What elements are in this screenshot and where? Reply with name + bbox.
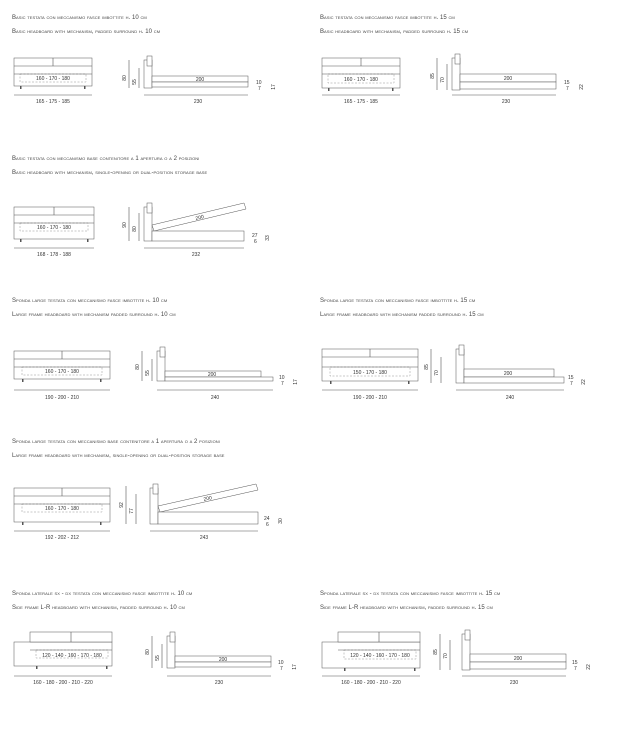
base-bottom-dim: 6 — [266, 522, 269, 528]
side-length-dim: 230 — [214, 680, 224, 686]
front-view — [322, 58, 400, 105]
side-inner-dim: 200 — [218, 657, 228, 663]
base-top-dim: 24 — [264, 516, 270, 522]
height-inner-dim: 55 — [132, 79, 138, 85]
side-view — [119, 484, 284, 541]
front-inner-dim: 150 - 170 - 180 — [353, 370, 387, 376]
front-inner-dim: 120 - 140 - 160 - 170 - 180 — [350, 653, 410, 659]
title-italian: Sponda laterale sx - dx testata con meccanismo fasce imbottite h. 10 cm — [12, 591, 193, 597]
drawing — [12, 620, 312, 730]
height-outer-dim: 80 — [145, 649, 151, 655]
title-italian: Basic testata con meccanismo fasce imbottite h. 10 cm — [12, 15, 147, 21]
height-outer-dim: 85 — [430, 73, 436, 79]
front-width-dim: 190 - 200 - 210 — [45, 395, 79, 401]
side-view — [122, 56, 277, 105]
height-inner-dim: 55 — [155, 655, 161, 661]
height-inner-dim: 77 — [129, 508, 135, 514]
title-italian: Sponda large testata con meccanismo base contenitore a 1 apertura o a 2 posizioni — [12, 439, 220, 445]
panel-basic-15 — [320, 14, 618, 154]
side-length-dim: 230 — [501, 99, 511, 105]
side-length-dim: 240 — [505, 395, 515, 401]
front-width-dim: 160 - 180 - 200 - 210 - 220 — [33, 680, 93, 686]
base-total-dim: 17 — [271, 84, 277, 90]
height-outer-dim: 90 — [122, 222, 128, 228]
title-english: Large frame headboard with mechanism padded surround h. 10 cm — [12, 312, 176, 318]
side-length-dim: 230 — [193, 99, 203, 105]
height-outer-dim: 80 — [135, 364, 141, 370]
panel-basic-10 — [12, 14, 312, 154]
base-top-dim: 10 — [256, 80, 262, 86]
side-inner-dim: 200 — [503, 371, 513, 377]
height-outer-dim: 85 — [433, 649, 439, 655]
front-width-dim: 165 - 175 - 185 — [36, 99, 70, 105]
title-italian: Sponda large testata con meccanismo fasce imbottite h. 10 cm — [12, 298, 168, 304]
front-inner-dim: 160 - 170 - 180 — [45, 369, 79, 375]
height-inner-dim: 70 — [443, 653, 449, 659]
front-view — [14, 632, 112, 686]
side-view — [145, 632, 298, 686]
panel-large-15 — [320, 297, 618, 437]
title-english: Side frame L-R headboard with mechanism, padded surround h. 10 cm — [12, 605, 185, 611]
side-view — [424, 345, 587, 401]
side-inner-dim: 200 — [203, 495, 213, 503]
front-width-dim: 168 - 178 - 188 — [37, 252, 71, 258]
front-inner-dim: 160 - 170 - 180 — [36, 76, 70, 82]
title-english: Large frame headboard with mechanism padded surround h. 15 cm — [320, 312, 484, 318]
base-total-dim: 17 — [293, 379, 299, 385]
panel-side-frame-15 — [320, 590, 618, 730]
side-view — [122, 203, 271, 258]
front-inner-dim: 160 - 170 - 180 — [45, 506, 79, 512]
base-bottom-dim: 7 — [281, 381, 284, 387]
panel-large-10 — [12, 297, 312, 437]
base-total-dim: 17 — [292, 664, 298, 670]
base-bottom-dim: 7 — [570, 381, 573, 387]
base-bottom-dim: 7 — [574, 666, 577, 672]
side-inner-dim: 200 — [207, 372, 217, 378]
drawing — [12, 327, 312, 437]
side-inner-dim: 200 — [503, 76, 513, 82]
side-length-dim: 232 — [191, 252, 201, 258]
base-bottom-dim: 7 — [566, 86, 569, 92]
side-view — [430, 54, 585, 105]
front-view — [14, 58, 92, 105]
title-english: Large frame headboard with mechanism, single-opening or dual-position storage base — [12, 453, 225, 459]
title-italian: Basic testata con meccanismo base contenitore a 1 apertura o a 2 posizioni — [12, 156, 200, 162]
front-inner-dim: 160 - 170 - 180 — [37, 225, 71, 231]
drawing — [12, 185, 312, 300]
front-view — [14, 488, 110, 541]
side-inner-dim: 200 — [195, 77, 205, 83]
drawing — [12, 468, 312, 583]
height-outer-dim: 92 — [119, 502, 125, 508]
base-total-dim: 33 — [265, 235, 271, 241]
title-italian: Sponda large testata con meccanismo fasce imbottite h. 15 cm — [320, 298, 476, 304]
side-inner-dim: 200 — [513, 656, 523, 662]
drawing — [320, 44, 618, 154]
base-top-dim: 15 — [564, 80, 570, 86]
side-view — [135, 347, 299, 401]
drawing — [320, 620, 618, 730]
base-total-dim: 22 — [579, 84, 585, 90]
title-english: Basic headboard with mechanism, padded surround h. 15 cm — [320, 29, 469, 35]
base-total-dim: 30 — [278, 518, 284, 524]
title-english: Basic headboard with mechanism, single-opening or dual-position storage base — [12, 170, 208, 176]
front-width-dim: 165 - 175 - 185 — [344, 99, 378, 105]
side-view — [433, 630, 592, 686]
height-outer-dim: 80 — [122, 75, 128, 81]
front-view — [322, 349, 418, 401]
base-top-dim: 15 — [568, 375, 574, 381]
front-width-dim: 192 - 202 - 212 — [45, 535, 79, 541]
base-top-dim: 10 — [279, 375, 285, 381]
front-inner-dim: 160 - 170 - 180 — [344, 77, 378, 83]
height-outer-dim: 85 — [424, 364, 430, 370]
front-view — [14, 207, 94, 258]
base-top-dim: 15 — [572, 660, 578, 666]
front-view — [14, 351, 110, 401]
panel-side-frame-10 — [12, 590, 312, 730]
base-bottom-dim: 7 — [258, 86, 261, 92]
front-width-dim: 190 - 200 - 210 — [353, 395, 387, 401]
drawing — [320, 327, 618, 437]
drawing — [12, 44, 312, 154]
title-english: Basic headboard with mechanism, padded surround h. 10 cm — [12, 29, 161, 35]
side-length-dim: 230 — [509, 680, 519, 686]
title-italian: Sponda laterale sx - dx testata con meccanismo fasce imbottite h. 15 cm — [320, 591, 501, 597]
title-english: Side frame L-R headboard with mechanism, padded surround h. 15 cm — [320, 605, 493, 611]
panel-large-storage — [12, 438, 312, 578]
height-inner-dim: 55 — [145, 370, 151, 376]
height-inner-dim: 70 — [440, 77, 446, 83]
base-total-dim: 22 — [581, 379, 587, 385]
base-bottom-dim: 6 — [254, 239, 257, 245]
side-length-dim: 243 — [199, 535, 209, 541]
front-inner-dim: 120 - 140 - 160 - 170 - 180 — [42, 653, 102, 659]
base-top-dim: 27 — [252, 233, 258, 239]
title-italian: Basic testata con meccanismo fasce imbottite h. 15 cm — [320, 15, 455, 21]
panel-basic-storage — [12, 155, 312, 295]
height-inner-dim: 80 — [132, 226, 138, 232]
base-top-dim: 10 — [278, 660, 284, 666]
front-view — [322, 632, 420, 686]
base-total-dim: 22 — [586, 664, 592, 670]
base-bottom-dim: 7 — [280, 666, 283, 672]
height-inner-dim: 70 — [434, 370, 440, 376]
front-width-dim: 160 - 180 - 200 - 210 - 220 — [341, 680, 401, 686]
side-length-dim: 240 — [210, 395, 220, 401]
side-inner-dim: 200 — [195, 214, 205, 222]
